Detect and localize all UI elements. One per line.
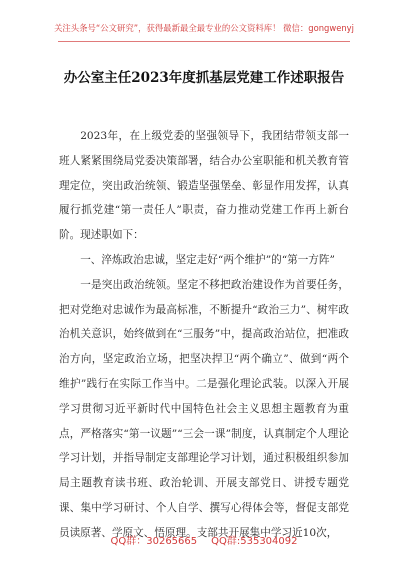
qq-group-1: QQ群：30265665 [110, 536, 198, 547]
paragraph-intro: 2023年，在上级党委的坚强领导下，我团结带领支部一班人紧紧围绕局党委决策部署，结合办公室职能和机关教育管理定位，突出政治统领、锻造坚强堡垒、彰显作用发挥，认真履行抓党建“第一责任人”职责，奋力推动党建工作再上新台阶。现述职如下： [59, 130, 349, 242]
promo-header: 关注头条号“公文研究”，获得最新最全最专业的公文资料库！ 微信：gongwenyj [54, 23, 354, 33]
document-body [59, 124, 349, 546]
document-title: 办公室主任2023年度抓基层党建工作述职报告 [63, 70, 345, 86]
section-heading-1: 一、淬炼政治忠诚，坚定走好“两个维护”的“第一方阵” [80, 253, 335, 266]
header-divider [58, 41, 350, 42]
qq-group-2: QQ群:535304092 [211, 536, 298, 547]
qq-footer [0, 532, 408, 547]
paragraph-section-1: 一是突出政治统领。坚定不移把政治建设作为首要任务，把对党绝对忠诚作为最高标准，不断提升“政治三力”、树牢政治机关意识，始终做到在“三服务”中，提高政治站位，把准政治方向，坚定政治立场，把坚决捍卫“两个确立”、做到“两个维护”践行在实际工作当中。二是强化理论武装。以深入开展学习贯彻习近平新时代中国特色社会主义思想主题教育为重点，严格落实“第一议题”“三会一课”制度，认真制定个人理论学习计划，并指导制定支部理论学习计划，通过积极组织参加局主题教育读书班、政治轮训、开展支部党日、讲授专题党课、集中学习研讨、个人自学、撰写心得体会等，督促支部党员读原著、学原文、悟原理。支部共开展集中学习近10次， [59, 278, 349, 539]
